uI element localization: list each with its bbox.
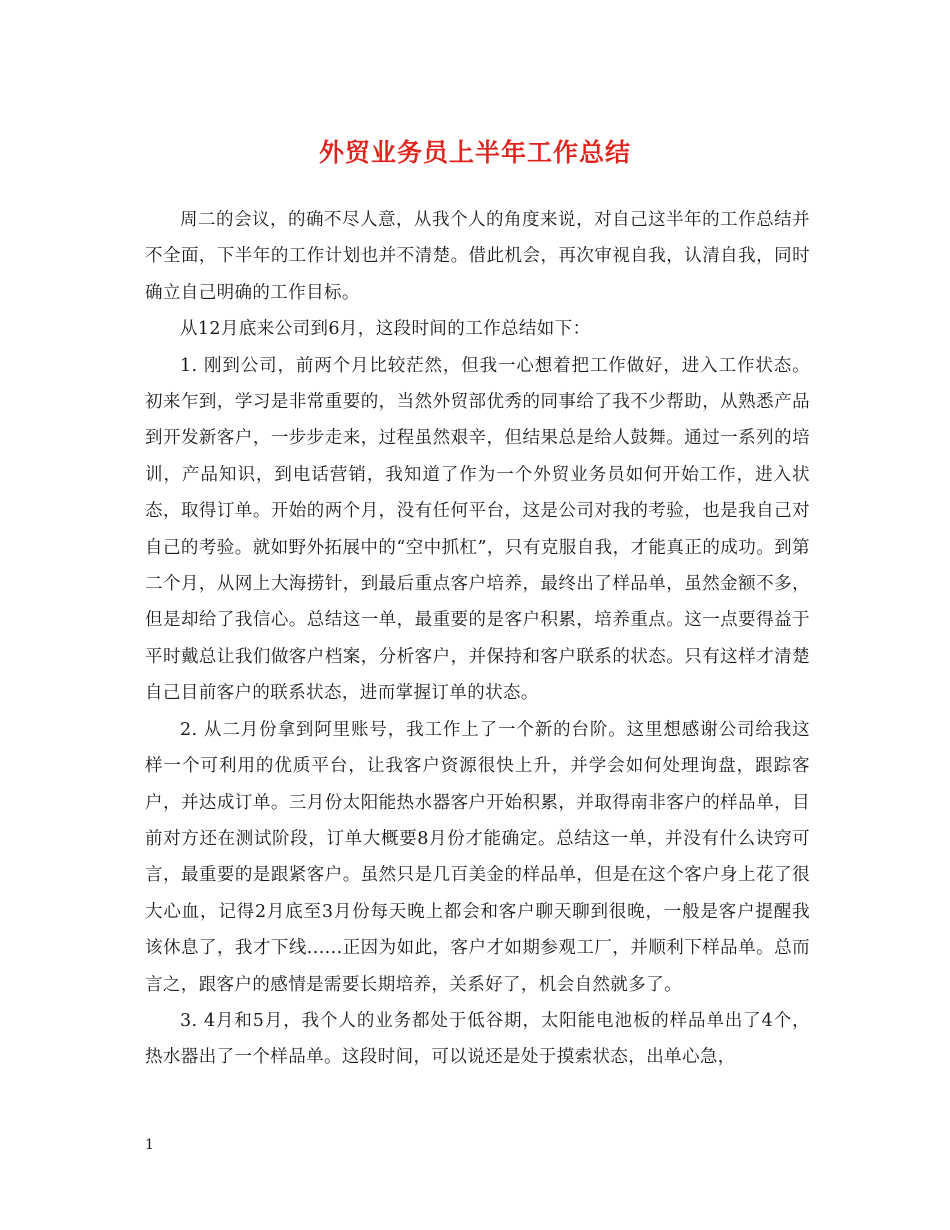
paragraph-period: 从12月底来公司到6月，这段时间的工作总结如下： (180, 319, 591, 340)
document-title: 外贸业务员上半年工作总结 (318, 138, 631, 167)
paragraph-item-3: 3. 4月和5月，我个人的业务都处于低谷期，太阳能电池板的样品单出了4个，热水器出了一个样品单。这段时间，可以说还是处于摸索状态，出单心急， (145, 1010, 810, 1068)
page-number: 1 (145, 1137, 154, 1153)
paragraph-item-1: 1. 刚到公司，前两个月比较茫然，但我一心想着把工作做好，进入工作状态。初来乍到，学习是非常重要的，当然外贸部优秀的同事给了我不少帮助，从熟悉产品到开发新客户，一步步走来，过程虽然艰辛，但结果总是给人鼓舞。通过一系列的培训，产品知识，到电话营销，我知道了作为一个外贸业务员如何开始工作，进入状态，取得订单。开始的两个月，没有任何平台，这是公司对我的考验，也是我自己对自己的考验。就如野外拓展中的“空中抓杠”，只有克服自我，才能真正的成功。到第二个月，从网上大海捞针，到最后重点客户培养，最终出了样品单，虽然金额不多，但是却给了我信心。总结这一单，最重要的是客户积累，培养重点。这一点要得益于平时戴总让我们做客户档案，分析客户，并保持和客户联系的状态。只有这样才清楚自己目前客户的联系状态，进而掌握订单的状态。 (145, 355, 810, 704)
document-body (145, 202, 810, 1076)
paragraph-intro: 周二的会议，的确不尽人意，从我个人的角度来说，对自己这半年的工作总结并不全面，下半年的工作计划也并不清楚。借此机会，再次审视自我，认清自我，同时确立自己明确的工作目标。 (145, 210, 810, 303)
paragraph-item-2: 2. 从二月份拿到阿里账号，我工作上了一个新的台阶。这里想感谢公司给我这样一个可利用的优质平台，让我客户资源很快上升，并学会如何处理询盘，跟踪客户，并达成订单。三月份太阳能热水器客户开始积累，并取得南非客户的样品单，目前对方还在测试阶段，订单大概要8月份才能确定。总结这一单，并没有什么诀窍可言，最重要的是跟紧客户。虽然只是几百美金的样品单，但是在这个客户身上花了很大心血，记得2月底至3月份每天晚上都会和客户聊天聊到很晚，一般是客户提醒我该休息了，我才下线......正因为如此，客户才如期参观工厂，并顺利下样品单。总而言之，跟客户的感情是需要长期培养，关系好了，机会自然就多了。 (145, 719, 810, 995)
